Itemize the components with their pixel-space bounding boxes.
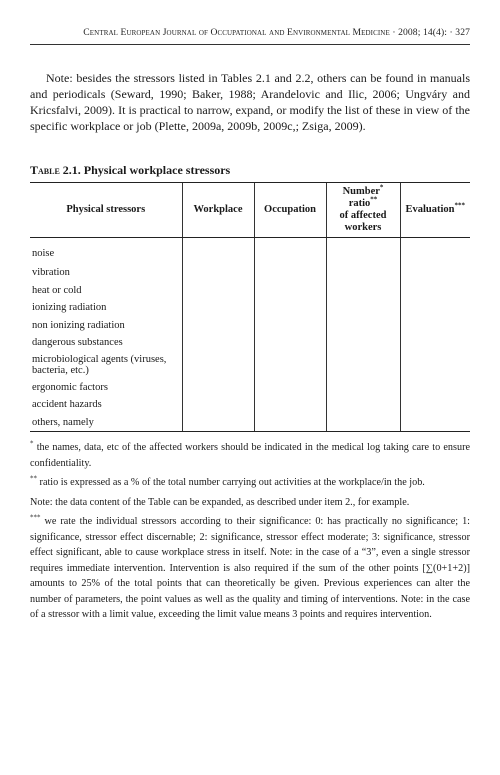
table-row bbox=[30, 396, 470, 414]
table-header-row bbox=[30, 183, 470, 238]
footnote-3 bbox=[30, 514, 470, 623]
col-workplace: Workplace bbox=[182, 183, 254, 238]
footnote-3-mark: *** bbox=[30, 513, 41, 522]
stressor-cell: heat or cold bbox=[32, 284, 82, 296]
table-note: Note: the data content of the Table can be expanded, as described under item 2., for example. bbox=[30, 496, 410, 508]
stressors-table bbox=[30, 182, 470, 432]
table-row bbox=[30, 264, 470, 282]
table-row bbox=[30, 334, 470, 352]
table-row bbox=[30, 282, 470, 300]
footnotes bbox=[30, 440, 470, 627]
col-number-ratio bbox=[326, 183, 400, 238]
table-row bbox=[30, 238, 470, 265]
col-occupation: Occupation bbox=[254, 183, 326, 238]
running-head: Central European Journal of Occupational and Environmental Medicine · 2008; 14(4): · 327 bbox=[83, 27, 470, 38]
col-affected-label: of affected workers bbox=[339, 210, 387, 233]
stressor-cell: noise bbox=[32, 248, 55, 259]
table-title bbox=[30, 163, 230, 178]
footnote-1-mark: * bbox=[30, 439, 34, 448]
col-number-label: Number bbox=[342, 186, 380, 197]
stressor-cell: vibration bbox=[32, 267, 70, 279]
footnote-mark-2: ** bbox=[370, 195, 378, 204]
footnote-2 bbox=[30, 475, 470, 491]
intro-paragraph: Note: besides the stressors listed in Tables 2.1 and 2.2, others can be found in manuals and periodicals (Seward, 1990; Baker, 1988; Arandelovic and Ilic, 2006; Ungváry and Kricsfalvi, 2009). It is practical to narrow, expand, or modify the list of these in view of the specific workplace or job (Plette, 2009a, 2009b, 2009c,; Zsiga, 2009). bbox=[30, 71, 470, 133]
stressor-cell: ergonomic factors bbox=[32, 381, 108, 393]
stressor-cell: dangerous substances bbox=[32, 337, 123, 349]
col-ratio-label: ratio bbox=[348, 198, 371, 209]
col-evaluation bbox=[400, 183, 470, 238]
table-row bbox=[30, 299, 470, 317]
table-row bbox=[30, 317, 470, 335]
footnote-mark-3: *** bbox=[454, 201, 465, 210]
table-title-text: Physical workplace stressors bbox=[83, 163, 231, 177]
footnote-1 bbox=[30, 440, 470, 471]
table-row bbox=[30, 352, 470, 379]
table-row bbox=[30, 379, 470, 397]
stressor-cell: others, namely bbox=[30, 414, 182, 432]
footnote-2-mark: ** bbox=[30, 474, 37, 483]
footnote-2-text: ratio is expressed as a % of the total number carrying out activities at the workplace/in the job. bbox=[37, 477, 425, 488]
stressor-cell: accident hazards bbox=[32, 399, 102, 411]
stressor-cell: ionizing radiation bbox=[32, 302, 107, 314]
footnote-3-text: we rate the individual stressors according to their significance: 0: has practically no significance; 1: significance, stressor effect discernable; 2: significance, stressor effect moderate; 3: significance, stressor effect significant, able to cause workplace stress in itself. Note: in the case of a “3”, even a single stressor requires immediate intervention. Intervention is also required if the sum of the other points [∑(0+1+2)] amounts to 25% of the total points that can theoretically be given. Previous experiences can alter the number of parameters, the point values as well as the quality and timing of interventions. Note: in the case of a stressor with a limit value, exceeding the limit value means 3 points and requires intervention. bbox=[30, 516, 470, 620]
col-physical-stressors: Physical stressors bbox=[30, 183, 182, 238]
header-rule bbox=[30, 44, 470, 45]
stressor-cell: microbiological agents (viruses, bacteria, etc.) bbox=[32, 354, 167, 376]
footnote-mark-1: * bbox=[379, 183, 384, 192]
col-evaluation-label: Evaluation bbox=[405, 204, 455, 215]
table-title-label: Table 2.1. bbox=[30, 163, 81, 177]
table-row bbox=[30, 414, 470, 432]
stressor-cell: non ionizing radiation bbox=[32, 319, 125, 331]
footnote-1-text: the names, data, etc of the affected workers should be indicated in the medical log taking care to ensure confidentiality. bbox=[30, 442, 470, 469]
